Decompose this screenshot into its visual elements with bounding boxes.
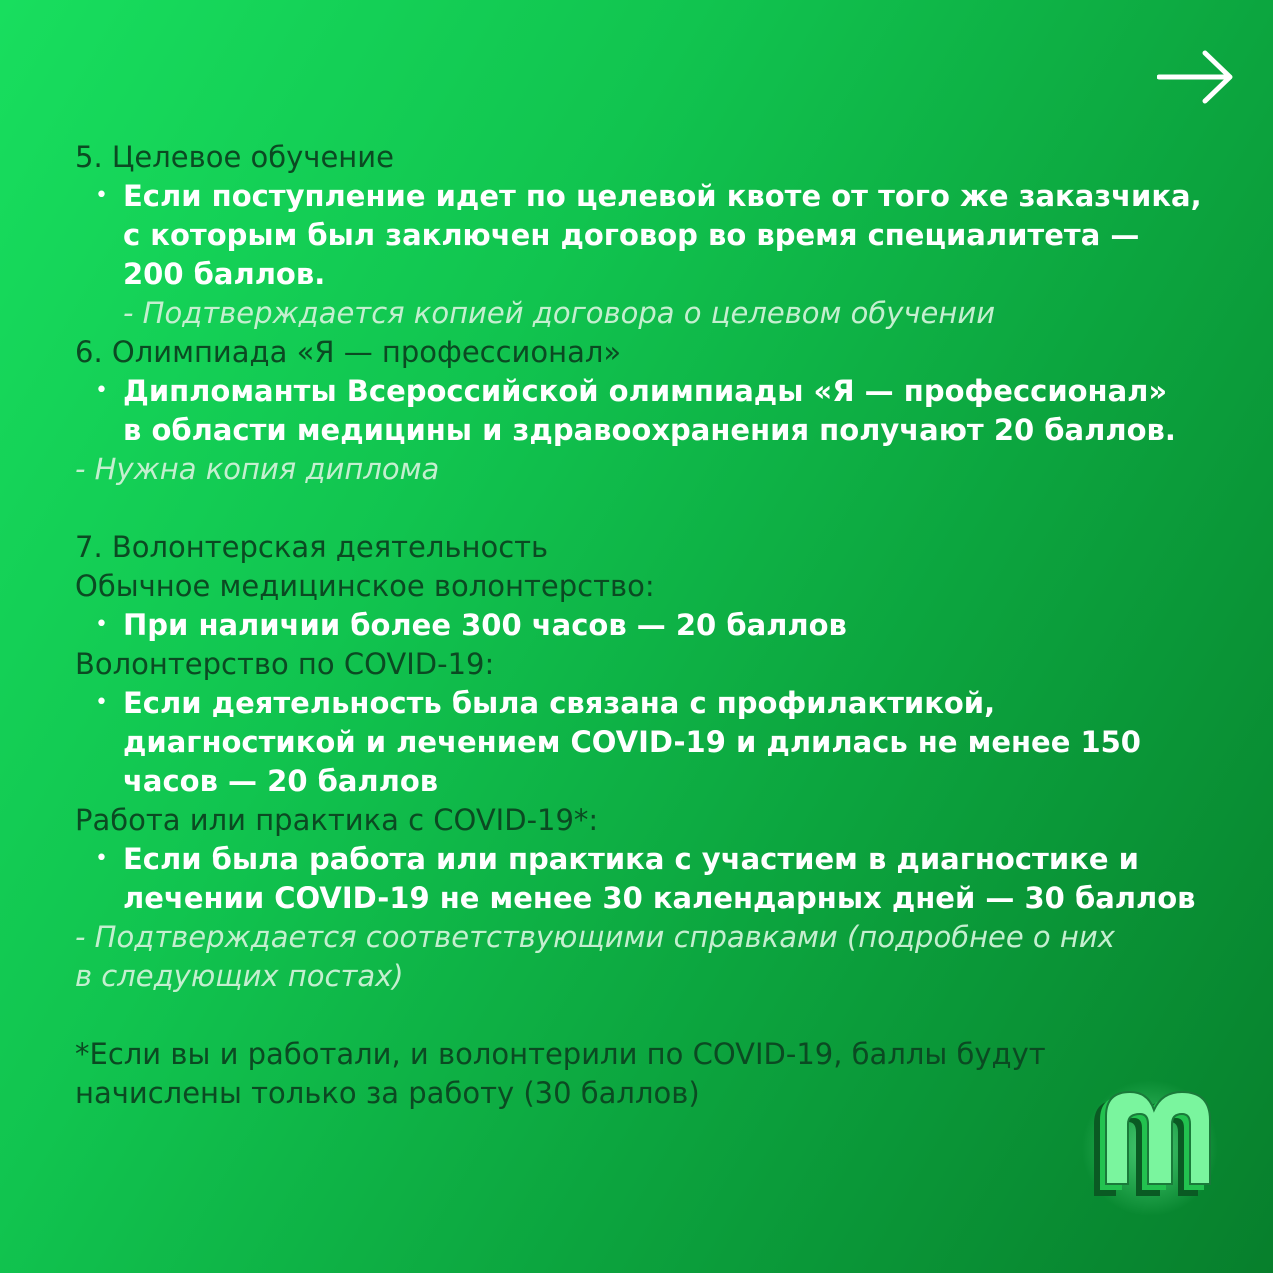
bullet: • [95, 846, 108, 871]
section-7-heading: 7. Волонтерская деятельность [75, 530, 549, 564]
section-7-subheading: Обычное медицинское волонтерство: [75, 569, 655, 603]
bullet: • [95, 378, 108, 403]
section-5-item-line: с которым был заключен договор во время специалитета — [123, 218, 1140, 252]
section-6-item-line: Дипломанты Всероссийской олимпиады «Я — профессионал» [123, 374, 1168, 408]
section-7-item-line: лечении COVID-19 не менее 30 календарных дней — 30 баллов [123, 881, 1196, 915]
section-7-item-line: диагностикой и лечением COVID-19 и длилась не менее 150 [123, 725, 1141, 759]
section-7-item-line: Если деятельность была связана с профилактикой, [123, 686, 996, 720]
arrow-right-icon[interactable] [1157, 50, 1235, 104]
footnote-line: начислены только за работу (30 баллов) [75, 1076, 700, 1110]
bullet: • [95, 183, 108, 208]
footnote-line: *Если вы и работали, и волонтерили по COVID-19, баллы будут [75, 1037, 1046, 1071]
section-7-item-line: При наличии более 300 часов — 20 баллов [123, 608, 847, 642]
bullet: • [95, 690, 108, 715]
section-6-heading: 6. Олимпиада «Я — профессионал» [75, 335, 622, 369]
m-logo-icon [1080, 1078, 1220, 1218]
section-6-item-line: в области медицины и здравоохранения получают 20 баллов. [123, 413, 1176, 447]
section-7-subheading: Волонтерство по COVID-19: [75, 647, 495, 681]
section-5-note: - Подтверждается копией договора о целевом обучении [123, 296, 996, 330]
section-5-heading: 5. Целевое обучение [75, 140, 394, 174]
section-5-item-line: Если поступление идет по целевой квоте от того же заказчика, [123, 179, 1202, 213]
section-7-note: в следующих постах) [75, 959, 404, 993]
section-5-item-line: 200 баллов. [123, 257, 326, 291]
section-7-item-line: Если была работа или практика с участием в диагностике и [123, 842, 1139, 876]
section-7-subheading: Работа или практика с COVID-19*: [75, 803, 599, 837]
section-7-note: - Подтверждается соответствующими справками (подробнее о них [75, 920, 1115, 954]
section-7-item-line: часов — 20 баллов [123, 764, 439, 798]
bullet: • [95, 612, 108, 637]
section-6-note: - Нужна копия диплома [75, 452, 440, 486]
